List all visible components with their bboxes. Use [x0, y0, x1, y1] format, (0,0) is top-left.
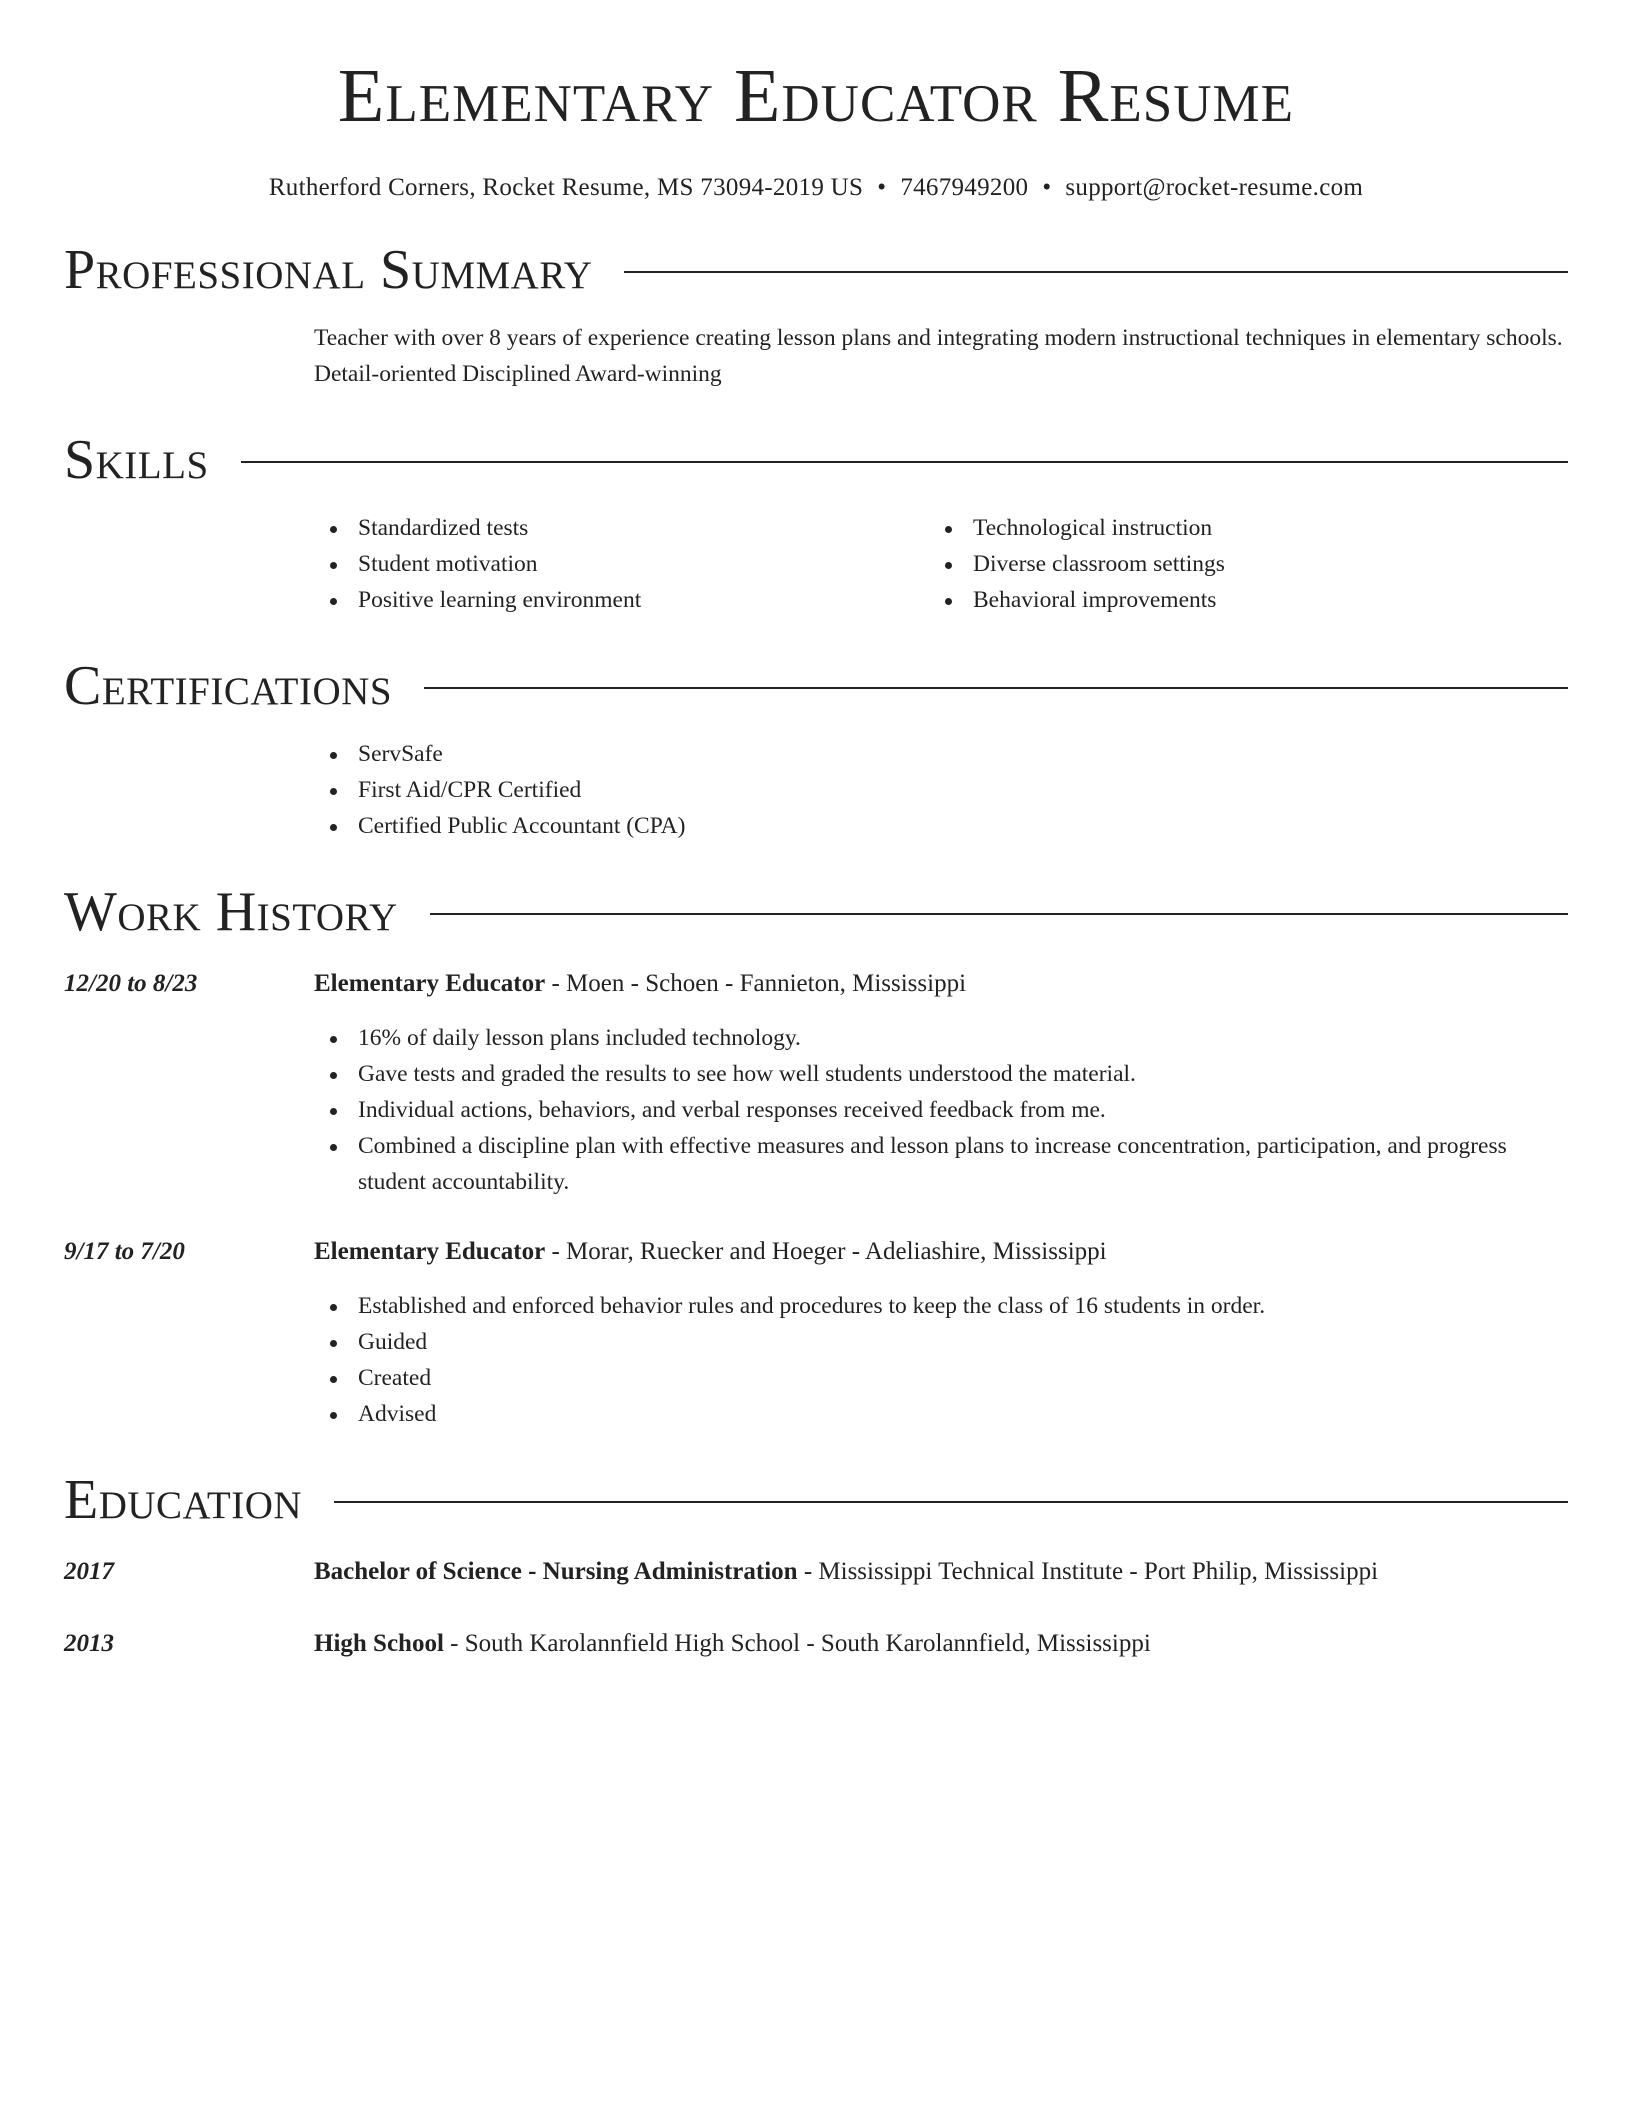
skill-item: Student motivation: [314, 546, 929, 582]
contact-email[interactable]: support@rocket-resume.com: [1065, 174, 1364, 201]
education-year: 2017: [64, 1558, 114, 1585]
job-duties: [314, 1020, 1568, 1200]
duty-item: Established and enforced behavior rules and procedures to keep the class of 16 students in order.: [314, 1288, 1265, 1324]
education-details: - Mississippi Technical Institute - Port Philip, Mississippi: [797, 1558, 1379, 1585]
job-duties: [314, 1288, 1265, 1432]
certifications-section-header: [64, 655, 1568, 717]
job-body: [314, 966, 1568, 1200]
contact-separator: •: [877, 174, 887, 201]
contact-address: Rutherford Corners, Rocket Resume, MS 73094-2019 US: [268, 174, 864, 201]
certification-item: ServSafe: [314, 736, 1568, 772]
education-heading: Education: [64, 1469, 303, 1531]
certification-item: First Aid/CPR Certified: [314, 772, 1568, 808]
skills-section-header: [64, 429, 1568, 491]
skill-item: Positive learning environment: [314, 582, 929, 618]
skill-item: Behavioral improvements: [929, 582, 1544, 618]
education-header: [314, 1554, 1378, 1590]
duty-item: 16% of daily lesson plans included technology.: [314, 1020, 1568, 1056]
job-entry: [64, 966, 1568, 1200]
education-entry: [64, 1554, 1568, 1590]
duty-item: Advised: [314, 1396, 1265, 1432]
skill-item: Diverse classroom settings: [929, 546, 1544, 582]
job-entry: [64, 1234, 1568, 1432]
contact-separator: •: [1042, 174, 1052, 201]
job-details: - Morar, Ruecker and Hoeger - Adeliashire, Mississippi: [545, 1238, 1107, 1265]
section-divider: [430, 913, 1568, 915]
certifications-heading: Certifications: [64, 655, 393, 717]
summary-text: Teacher with over 8 years of experience creating lesson plans and integrating modern instructional techniques in elementary schools. Detail-oriented Disciplined Award-winning: [314, 325, 1563, 387]
duty-item: Individual actions, behaviors, and verbal responses received feedback from me.: [314, 1092, 1568, 1128]
section-divider: [424, 687, 1568, 689]
job-body: [314, 1234, 1265, 1432]
skills-column-left: [314, 510, 929, 618]
education-section-header: [64, 1469, 1568, 1531]
duty-item: Created: [314, 1360, 1265, 1396]
skills-heading: Skills: [64, 429, 209, 491]
job-dates: 9/17 to 7/20: [64, 1238, 185, 1265]
duty-item: Combined a discipline plan with effective measures and lesson plans to increase concentration, participation, and progress student accountability.: [314, 1128, 1568, 1200]
duty-item: Gave tests and graded the results to see how well students understood the material.: [314, 1056, 1568, 1092]
summary-section-header: [64, 239, 1568, 301]
job-title: Elementary Educator: [314, 970, 546, 997]
certification-item: Certified Public Accountant (CPA): [314, 808, 1568, 844]
education-degree: Bachelor of Science - Nursing Administration: [314, 1558, 798, 1585]
work-heading: Work History: [64, 881, 398, 943]
education-details: - South Karolannfield High School - South Karolannfield, Mississippi: [443, 1630, 1151, 1657]
work-section-header: [64, 881, 1568, 943]
job-header: [314, 1234, 1265, 1270]
resume-title: Elementary Educator Resume: [337, 54, 1295, 138]
certifications-list: [314, 736, 1568, 844]
skills-column-right: [929, 510, 1544, 618]
summary-heading: Professional Summary: [64, 239, 593, 301]
skill-item: Technological instruction: [929, 510, 1544, 546]
section-divider: [624, 271, 1568, 273]
job-header: [314, 966, 1568, 1002]
skills-list: [314, 510, 1568, 618]
job-details: - Moen - Schoen - Fannieton, Mississippi: [545, 970, 967, 997]
skill-item: Standardized tests: [314, 510, 929, 546]
job-title: Elementary Educator: [314, 1238, 546, 1265]
education-year: 2013: [64, 1630, 114, 1657]
job-dates: 12/20 to 8/23: [64, 970, 198, 997]
section-divider: [241, 461, 1568, 463]
section-divider: [334, 1501, 1568, 1503]
duty-item: Guided: [314, 1324, 1265, 1360]
contact-line: [64, 174, 1568, 202]
contact-phone: 7467949200: [900, 174, 1029, 201]
education-entry: [64, 1626, 1568, 1662]
education-degree: High School: [314, 1630, 444, 1657]
education-header: [314, 1626, 1151, 1662]
